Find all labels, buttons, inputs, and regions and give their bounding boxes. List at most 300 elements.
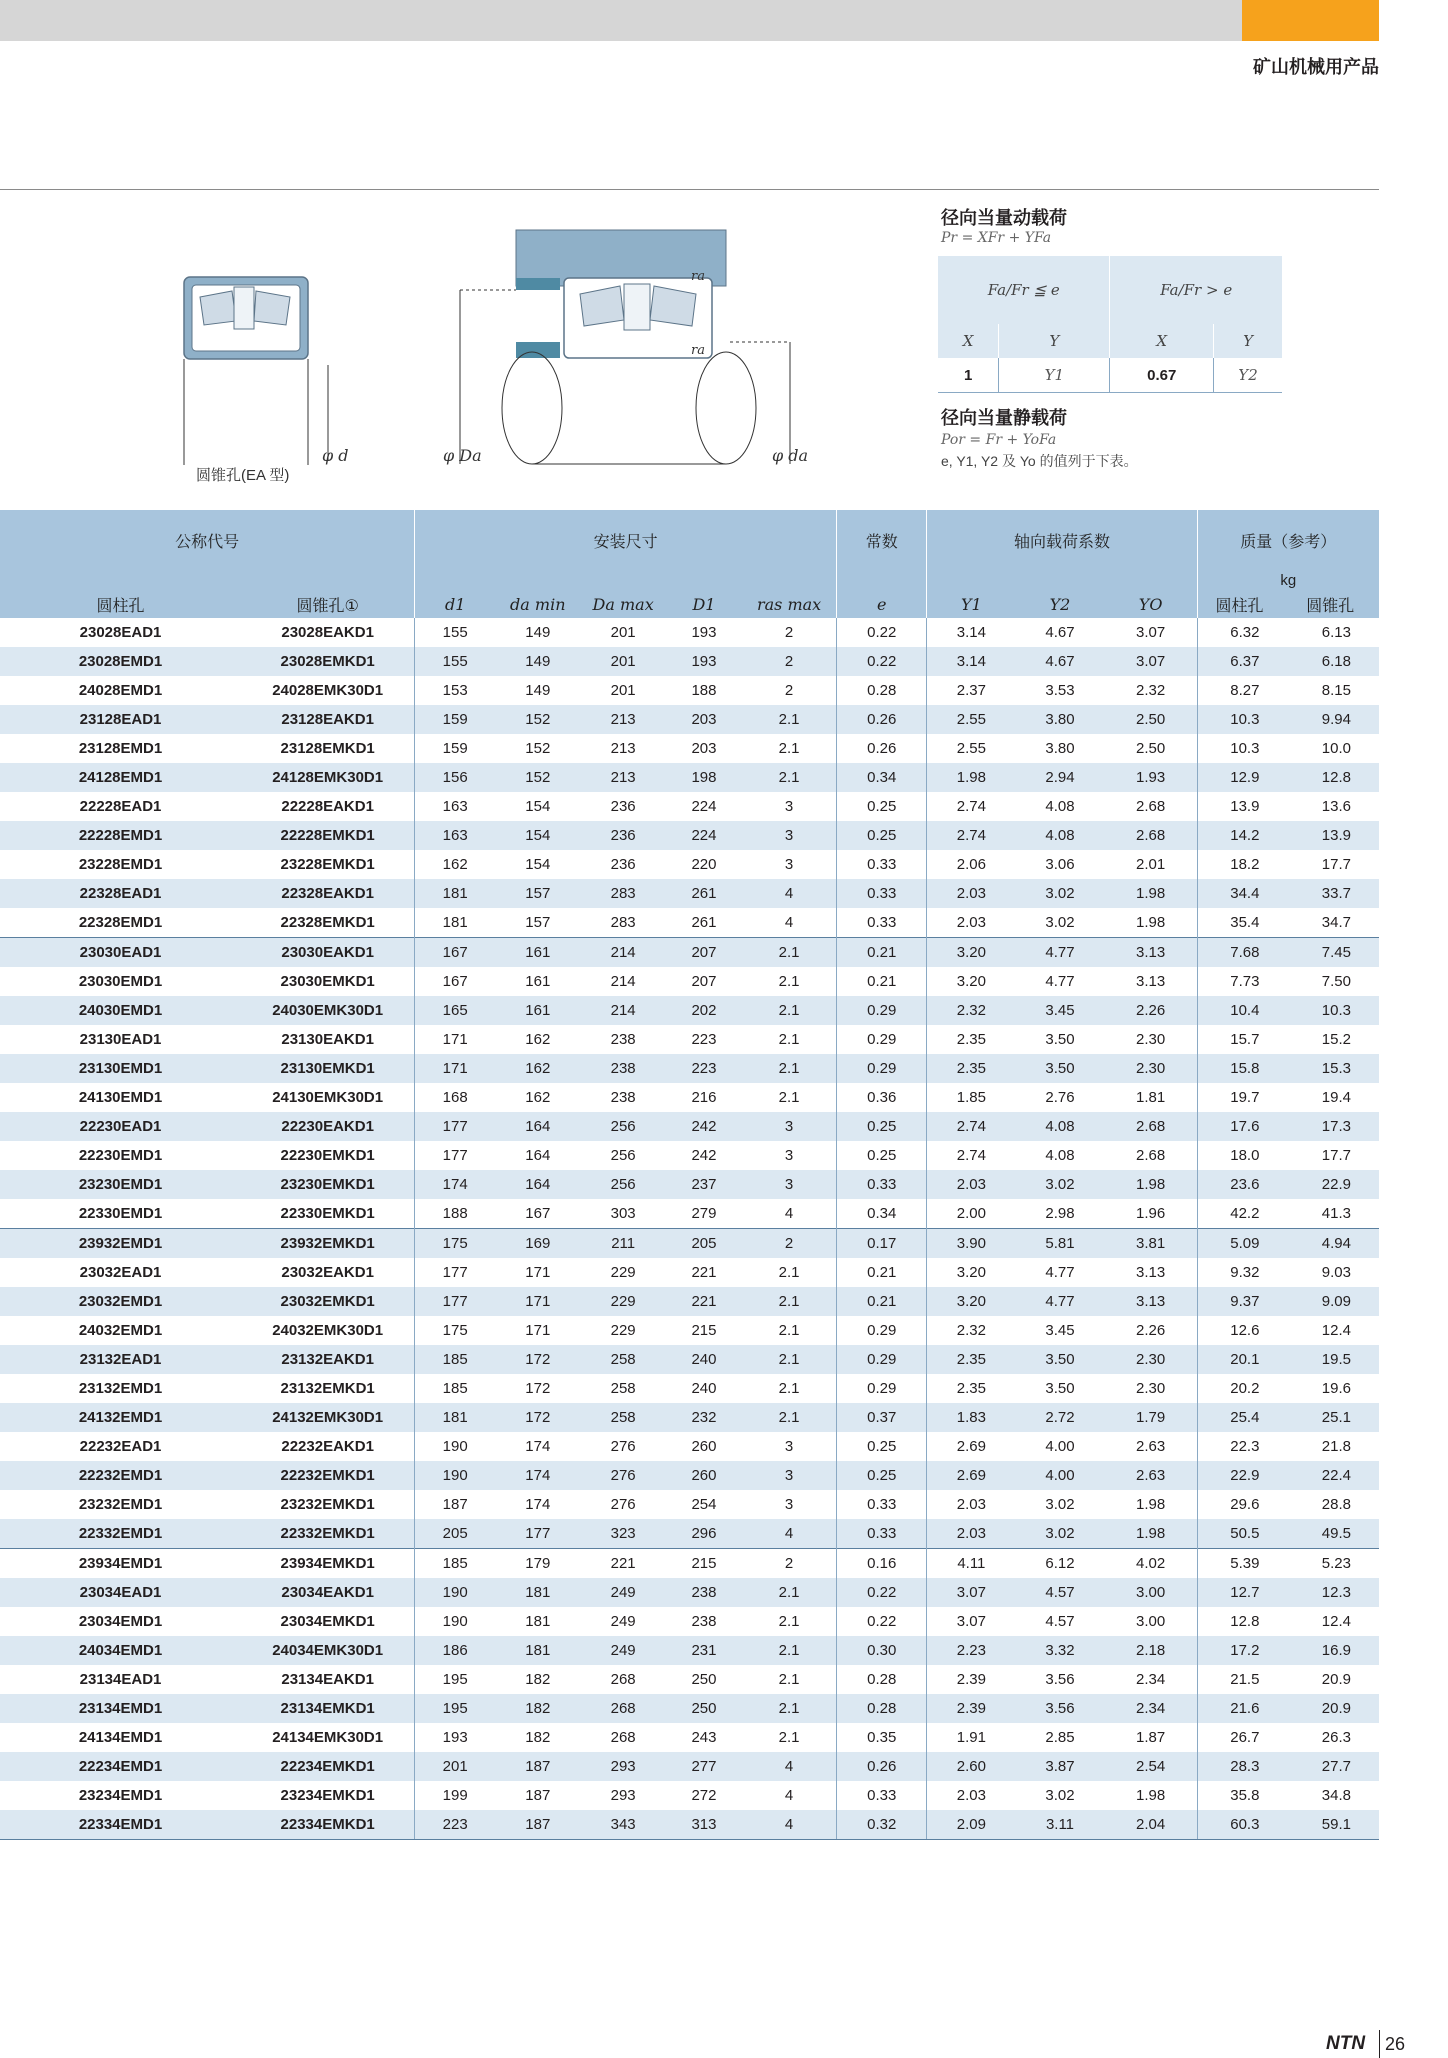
- cell-da-min: 154: [525, 798, 551, 815]
- cell-e: 0.22: [837, 618, 927, 647]
- cell-cyl-code: 22234EMD1: [0, 1752, 241, 1781]
- cell-Da-max: 249: [580, 1636, 665, 1665]
- cell-Y2: 2.85: [1045, 1729, 1075, 1746]
- cell-Yo: 2.26: [1105, 996, 1197, 1025]
- cell-e: 0.25: [837, 1141, 927, 1170]
- cell-Yo: 1.98: [1136, 914, 1166, 931]
- cell-mass-taper: 22.4: [1281, 1461, 1379, 1490]
- table-row: [0, 1083, 1379, 1112]
- cell-ras-max: 3: [784, 1496, 794, 1513]
- cell-d1: 193: [415, 1723, 495, 1752]
- cell-Yo: 2.04: [1105, 1810, 1197, 1840]
- table-row: [0, 1287, 1379, 1316]
- cell-mass-taper: 21.8: [1321, 1438, 1351, 1455]
- cell-Da-max: 343: [580, 1810, 665, 1840]
- cell-Y2: 3.50: [1015, 1054, 1104, 1083]
- table-row: [0, 1694, 1379, 1723]
- cell-D1: 254: [691, 1496, 717, 1513]
- cell-Da-max: 238: [580, 1054, 665, 1083]
- cell-taper-code: 24030EMK30D1: [241, 996, 415, 1025]
- cell-e: 0.29: [837, 1025, 927, 1054]
- cell-cyl-code: 23028EAD1: [79, 624, 162, 641]
- cell-e: 0.29: [837, 1345, 927, 1374]
- cell-da-min: 161: [495, 938, 580, 968]
- static-load-note: e, Y1, Y2 及 Yo 的值列于下表。: [941, 453, 1138, 469]
- factor-value: Y2: [1238, 366, 1258, 384]
- cell-taper-code: 22228EMKD1: [241, 821, 415, 850]
- cell-cyl-code: 22230EAD1: [0, 1112, 241, 1141]
- cell-D1: 224: [691, 798, 717, 815]
- cell-ras-max: 4: [784, 914, 794, 931]
- mounting-figure: [440, 228, 800, 478]
- cell-Da-max: 323: [580, 1519, 665, 1549]
- label-ra-bottom: ra: [691, 343, 705, 358]
- table-row: [0, 1403, 1379, 1432]
- cell-d1: 181: [415, 879, 495, 908]
- cell-D1: 243: [691, 1729, 717, 1746]
- cell-taper-code: 23028EAKD1: [281, 624, 374, 641]
- cell-D1: 279: [691, 1205, 717, 1222]
- cell-Yo: 4.02: [1105, 1549, 1197, 1579]
- cell-cyl-code: 24034EMD1: [0, 1636, 241, 1665]
- cell-Y1: 2.03: [927, 1781, 1015, 1810]
- figure-caption: 圆锥孔(EA 型): [196, 467, 290, 484]
- cell-Y1: 2.74: [927, 1141, 1015, 1170]
- cell-mass-taper: 6.13: [1321, 624, 1351, 641]
- cell-Y2: 3.87: [1015, 1752, 1104, 1781]
- cell-da-min: 171: [525, 1322, 551, 1339]
- cell-mass-taper: 22.9: [1281, 1170, 1379, 1199]
- cell-Yo: 2.01: [1136, 856, 1166, 873]
- cell-D1: 223: [666, 1054, 742, 1083]
- cell-cyl-code: 24032EMD1: [78, 1322, 163, 1339]
- cell-da-min: 162: [525, 1089, 551, 1106]
- cell-Y2: 2.72: [1015, 1403, 1104, 1432]
- cell-d1: 195: [415, 1694, 495, 1723]
- cell-Da-max: 293: [610, 1787, 636, 1804]
- cell-D1: 188: [691, 682, 717, 699]
- cell-Y2: 4.00: [1045, 1438, 1075, 1455]
- cell-Y2: 3.32: [1015, 1636, 1104, 1665]
- cell-mass-taper: 28.8: [1321, 1496, 1351, 1513]
- cell-Y1: 1.83: [927, 1403, 1015, 1432]
- cell-mass-taper: 7.45: [1281, 938, 1379, 968]
- cell-Yo: 3.00: [1105, 1578, 1197, 1607]
- cell-mass-cyl: 5.09: [1197, 1229, 1281, 1259]
- cell-mass-taper: 15.3: [1281, 1054, 1379, 1083]
- table-row: [0, 1578, 1379, 1607]
- cell-taper-code: 22228EAKD1: [281, 798, 374, 815]
- cell-mass-taper: 19.4: [1321, 1089, 1351, 1106]
- cell-Yo: 2.34: [1105, 1694, 1197, 1723]
- cell-da-min: 172: [525, 1380, 551, 1397]
- cell-cyl-code: 22332EMD1: [0, 1519, 241, 1549]
- cell-Da-max: 211: [580, 1229, 665, 1259]
- table-row: [0, 1752, 1379, 1781]
- static-load-title: 径向当量静载荷: [941, 408, 1067, 428]
- cell-D1: 238: [666, 1578, 742, 1607]
- cell-cyl-code: 22328EMD1: [78, 914, 163, 931]
- cell-mass-taper: 34.7: [1321, 914, 1351, 931]
- cell-da-min: 149: [495, 647, 580, 676]
- cell-d1: 177: [415, 1112, 495, 1141]
- cell-da-min: 149: [525, 624, 551, 641]
- cell-D1: 242: [666, 1112, 742, 1141]
- cell-da-min: 154: [495, 821, 580, 850]
- cell-taper-code: 23128EAKD1: [241, 705, 415, 734]
- cell-mass-taper: 9.09: [1281, 1287, 1379, 1316]
- col-header-Y1: Y1: [927, 590, 1015, 618]
- cell-Y1: 1.85: [927, 1083, 1015, 1112]
- cell-D1: 261: [691, 914, 717, 931]
- cell-mass-taper: 7.50: [1321, 973, 1351, 990]
- cell-Y1: 3.20: [927, 1258, 1015, 1287]
- cell-da-min: 157: [525, 914, 551, 931]
- cell-da-min: 174: [525, 1496, 551, 1513]
- cell-d1: 190: [415, 1607, 495, 1636]
- cell-Y1: 3.14: [927, 647, 1015, 676]
- cell-mass-taper: 12.3: [1281, 1578, 1379, 1607]
- cell-Y2: 3.56: [1045, 1671, 1075, 1688]
- cell-mass-taper: 5.23: [1281, 1549, 1379, 1579]
- cell-ras-max: 2: [742, 647, 836, 676]
- cell-Y2: 3.80: [1045, 740, 1075, 757]
- table-row: [0, 1636, 1379, 1665]
- cell-mass-taper: 20.9: [1321, 1671, 1351, 1688]
- cell-Da-max: 256: [580, 1170, 665, 1199]
- cell-Yo: 3.81: [1105, 1229, 1197, 1259]
- cell-mass-cyl: 50.5: [1197, 1519, 1281, 1549]
- cell-cyl-code: 24132EMD1: [0, 1403, 241, 1432]
- table-row: [0, 1490, 1379, 1519]
- cell-D1: 205: [666, 1229, 742, 1259]
- cell-Da-max: 303: [610, 1205, 636, 1222]
- brand-logo: NTN: [1326, 2033, 1366, 2054]
- cell-da-min: 182: [525, 1671, 551, 1688]
- cell-mass-cyl: 7.68: [1197, 938, 1281, 968]
- cell-mass-cyl: 60.3: [1197, 1810, 1281, 1840]
- cell-e: 0.26: [837, 1752, 927, 1781]
- cell-Da-max: 214: [610, 973, 636, 990]
- cell-d1: 162: [415, 850, 495, 879]
- cell-cyl-code: 23128EMD1: [78, 740, 163, 757]
- table-row: [0, 1229, 1379, 1259]
- cell-ras-max: 2: [784, 682, 794, 699]
- cell-mass-taper: 9.94: [1281, 705, 1379, 734]
- top-accent-block: [1242, 0, 1379, 41]
- bearing-figure-ea: [170, 265, 330, 475]
- cell-taper-code: 23134EMKD1: [241, 1694, 415, 1723]
- cell-taper-code: 24032EMK30D1: [272, 1322, 384, 1339]
- cell-taper-code: 23228EMKD1: [280, 856, 375, 873]
- cell-mass-cyl: 9.32: [1197, 1258, 1281, 1287]
- cell-taper-code: 22232EMKD1: [241, 1461, 415, 1490]
- cell-da-min: 181: [525, 1613, 551, 1630]
- cell-cyl-code: 22232EAD1: [79, 1438, 162, 1455]
- cell-mass-cyl: 10.4: [1197, 996, 1281, 1025]
- cell-D1: 221: [666, 1287, 742, 1316]
- cell-D1: 207: [691, 973, 717, 990]
- cell-da-min: 187: [495, 1810, 580, 1840]
- cell-ras-max: 3: [742, 1461, 836, 1490]
- cell-mass-taper: 12.4: [1321, 1322, 1351, 1339]
- cell-taper-code: 24132EMK30D1: [241, 1403, 415, 1432]
- cell-Yo: 1.98: [1136, 1787, 1166, 1804]
- cell-D1: 207: [666, 938, 742, 968]
- cell-cyl-code: 23030EMD1: [78, 973, 163, 990]
- cell-cyl-code: 24134EMD1: [78, 1729, 163, 1746]
- cell-mass-cyl: 29.6: [1197, 1490, 1281, 1519]
- cell-da-min: 181: [495, 1636, 580, 1665]
- cell-Y2: 4.57: [1015, 1578, 1104, 1607]
- cell-e: 0.37: [837, 1403, 927, 1432]
- cell-D1: 260: [666, 1461, 742, 1490]
- cell-ras-max: 2.1: [742, 763, 836, 792]
- cell-taper-code: 24134EMK30D1: [272, 1729, 384, 1746]
- cell-e: 0.26: [837, 734, 927, 763]
- cell-d1: 177: [415, 1258, 495, 1287]
- cell-d1: 177: [415, 1287, 495, 1316]
- cell-mass-cyl: 34.4: [1197, 879, 1281, 908]
- cell-cyl-code: 22228EAD1: [79, 798, 162, 815]
- cell-mass-cyl: 21.5: [1197, 1665, 1281, 1694]
- cell-Da-max: 238: [610, 1031, 636, 1048]
- cell-Yo: 2.63: [1105, 1461, 1197, 1490]
- cell-D1: 242: [691, 1147, 717, 1164]
- cell-D1: 313: [666, 1810, 742, 1840]
- cell-Y1: 2.32: [927, 1316, 1015, 1345]
- cell-d1: 181: [415, 1403, 495, 1432]
- cell-taper-code: 23034EAKD1: [241, 1578, 415, 1607]
- cell-Da-max: 201: [610, 624, 636, 641]
- cell-Y2: 3.56: [1015, 1694, 1104, 1723]
- cell-da-min: 172: [495, 1345, 580, 1374]
- cell-mass-cyl: 7.73: [1197, 967, 1281, 996]
- cell-taper-code: 24034EMK30D1: [241, 1636, 415, 1665]
- cell-da-min: 162: [495, 1054, 580, 1083]
- cell-D1: 224: [666, 821, 742, 850]
- cell-Da-max: 258: [580, 1345, 665, 1374]
- cell-Y2: 3.50: [1045, 1380, 1075, 1397]
- cell-mass-taper: 34.8: [1321, 1787, 1351, 1804]
- cell-Yo: 2.30: [1136, 1031, 1166, 1048]
- cell-Y1: 2.03: [927, 879, 1015, 908]
- cell-Y2: 3.45: [1015, 996, 1104, 1025]
- cell-e: 0.21: [837, 1258, 927, 1287]
- cell-e: 0.28: [837, 676, 927, 705]
- cell-Y2: 3.02: [1015, 879, 1104, 908]
- cell-taper-code: 23034EMKD1: [280, 1613, 375, 1630]
- cell-da-min: 152: [495, 705, 580, 734]
- cell-Y2: 3.45: [1045, 1322, 1075, 1339]
- cell-Y1: 3.07: [927, 1578, 1015, 1607]
- cell-e: 0.29: [837, 996, 927, 1025]
- table-row: [0, 908, 1379, 938]
- cell-mass-cyl: 12.6: [1197, 1316, 1281, 1345]
- cell-taper-code: 24130EMK30D1: [272, 1089, 384, 1106]
- cell-mass-cyl: 19.7: [1197, 1083, 1281, 1112]
- cell-Da-max: 201: [610, 682, 636, 699]
- cell-Yo: 3.13: [1105, 938, 1197, 968]
- cell-Da-max: 268: [580, 1694, 665, 1723]
- cell-e: 0.21: [837, 1287, 927, 1316]
- cell-mass-cyl: 18.2: [1197, 850, 1281, 879]
- cell-taper-code: 23132EMKD1: [280, 1380, 375, 1397]
- cell-ras-max: 2: [784, 624, 794, 641]
- mass-unit: kg: [1197, 570, 1379, 590]
- cell-mass-taper: 10.3: [1281, 996, 1379, 1025]
- cell-da-min: 177: [495, 1519, 580, 1549]
- cell-Y1: 2.55: [927, 734, 1015, 763]
- table-row: [0, 1170, 1379, 1199]
- cell-Y1: 2.37: [927, 676, 1015, 705]
- cell-cyl-code: 23228EMD1: [78, 856, 163, 873]
- cell-Yo: 2.50: [1105, 705, 1197, 734]
- cell-Da-max: 236: [580, 821, 665, 850]
- cell-Y1: 2.74: [927, 1112, 1015, 1141]
- cell-ras-max: 3: [742, 821, 836, 850]
- cell-cyl-code: 23130EMD1: [0, 1054, 241, 1083]
- cell-Y2: 4.77: [1015, 938, 1104, 968]
- cell-d1: 190: [415, 1578, 495, 1607]
- cell-ras-max: 2.1: [778, 1322, 800, 1339]
- cell-da-min: 187: [525, 1787, 551, 1804]
- cell-Y1: 2.09: [927, 1810, 1015, 1840]
- cell-mass-taper: 12.8: [1281, 763, 1379, 792]
- cell-cyl-code: 24028EMD1: [78, 682, 163, 699]
- cell-taper-code: 23130EMKD1: [241, 1054, 415, 1083]
- cell-mass-cyl: 25.4: [1197, 1403, 1281, 1432]
- cell-Da-max: 256: [580, 1112, 665, 1141]
- table-row: [0, 938, 1379, 968]
- cell-Yo: 2.68: [1105, 1112, 1197, 1141]
- cell-d1: 185: [415, 1374, 495, 1403]
- cell-e: 0.29: [837, 1054, 927, 1083]
- cell-Y2: 3.50: [1045, 1031, 1075, 1048]
- cell-e: 0.28: [837, 1694, 927, 1723]
- cell-mass-cyl: 12.7: [1197, 1578, 1281, 1607]
- col-header-Da: Da max: [580, 590, 665, 618]
- cell-ras-max: 4: [742, 1810, 836, 1840]
- cell-taper-code: 22332EMKD1: [241, 1519, 415, 1549]
- cell-mass-cyl: 10.3: [1197, 705, 1281, 734]
- cell-mass-taper: 15.2: [1321, 1031, 1351, 1048]
- cell-Y2: 3.02: [1045, 914, 1075, 931]
- cell-ras-max: 4: [784, 1205, 794, 1222]
- cell-Y1: 2.39: [927, 1694, 1015, 1723]
- cell-d1: 201: [415, 1752, 495, 1781]
- col-header-mass-cyl: 圆柱孔: [1197, 590, 1281, 618]
- cell-cyl-code: 23132EAD1: [0, 1345, 241, 1374]
- cell-ras-max: 2.1: [742, 996, 836, 1025]
- cell-Y1: 2.35: [927, 1374, 1015, 1403]
- cell-Y2: 4.08: [1015, 821, 1104, 850]
- cell-mass-cyl: 35.8: [1197, 1781, 1281, 1810]
- bearing-dimensions-table: [0, 510, 1379, 1840]
- cell-mass-taper: 17.7: [1321, 1147, 1351, 1164]
- cell-Da-max: 249: [610, 1613, 636, 1630]
- cell-taper-code: 23030EAKD1: [241, 938, 415, 968]
- cell-ras-max: 4: [742, 879, 836, 908]
- cell-da-min: 164: [495, 1170, 580, 1199]
- cell-D1: 250: [666, 1694, 742, 1723]
- col-header-Y2: Y2: [1015, 590, 1104, 618]
- cell-da-min: 182: [525, 1729, 551, 1746]
- cell-da-min: 169: [495, 1229, 580, 1259]
- cell-D1: 272: [691, 1787, 717, 1804]
- cell-ras-max: 3: [742, 1170, 836, 1199]
- factor-header: Y: [1214, 324, 1282, 358]
- cell-Y1: 2.60: [927, 1752, 1015, 1781]
- cell-da-min: 182: [495, 1694, 580, 1723]
- cell-D1: 261: [666, 879, 742, 908]
- cell-d1: 167: [415, 938, 495, 968]
- cell-Da-max: 258: [610, 1380, 636, 1397]
- cell-Da-max: 276: [610, 1438, 636, 1455]
- cell-Yo: 3.00: [1136, 1613, 1166, 1630]
- cell-Da-max: 214: [580, 996, 665, 1025]
- cell-taper-code: 23234EMKD1: [280, 1787, 375, 1804]
- cell-ras-max: 4: [784, 1787, 794, 1804]
- cell-e: 0.22: [837, 1607, 927, 1636]
- category-title: 矿山机械用产品: [1253, 57, 1379, 77]
- cell-Da-max: 249: [580, 1578, 665, 1607]
- cell-Y2: 4.77: [1015, 1287, 1104, 1316]
- cell-da-min: 174: [495, 1461, 580, 1490]
- cell-taper-code: 24128EMK30D1: [241, 763, 415, 792]
- table-row: [0, 1345, 1379, 1374]
- label-Da: φ Da: [443, 446, 482, 465]
- table-row: [0, 1054, 1379, 1083]
- cell-taper-code: 22334EMKD1: [241, 1810, 415, 1840]
- cell-mass-taper: 49.5: [1281, 1519, 1379, 1549]
- cell-mass-cyl: 20.1: [1197, 1345, 1281, 1374]
- col-header-Yo: YO: [1105, 590, 1197, 618]
- cell-d1: 159: [415, 705, 495, 734]
- group-header-mount: 安装尺寸: [415, 510, 837, 570]
- cell-taper-code: 22330EMKD1: [280, 1205, 375, 1222]
- cell-mass-taper: 27.7: [1281, 1752, 1379, 1781]
- cell-D1: 216: [691, 1089, 717, 1106]
- footer-divider: [1379, 2030, 1380, 2058]
- table-row: [0, 879, 1379, 908]
- col-header-mass-taper: 圆锥孔: [1281, 590, 1379, 618]
- dynamic-load-equation: Pr = XFr + YFa: [941, 230, 1052, 246]
- cell-Da-max: 236: [610, 856, 636, 873]
- cell-d1: 159: [415, 734, 495, 763]
- cell-d1: 188: [415, 1199, 495, 1229]
- cell-ras-max: 2.1: [742, 938, 836, 968]
- cell-Yo: 2.26: [1136, 1322, 1166, 1339]
- cell-Da-max: 256: [610, 1147, 636, 1164]
- cell-d1: 190: [415, 1461, 495, 1490]
- cell-Da-max: 201: [580, 647, 665, 676]
- cell-e: 0.36: [837, 1083, 927, 1112]
- cell-Y1: 2.03: [927, 1490, 1015, 1519]
- cell-ras-max: 2.1: [742, 1287, 836, 1316]
- cell-Yo: 1.81: [1136, 1089, 1166, 1106]
- cell-mass-cyl: 42.2: [1197, 1199, 1281, 1229]
- cell-da-min: 171: [495, 1287, 580, 1316]
- cell-mass-taper: 19.5: [1281, 1345, 1379, 1374]
- table-row: [0, 1665, 1379, 1694]
- table-row: [0, 1723, 1379, 1752]
- table-row: [0, 1607, 1379, 1636]
- cell-taper-code: 23028EMKD1: [241, 647, 415, 676]
- cell-e: 0.25: [837, 821, 927, 850]
- cell-mass-taper: 13.9: [1281, 821, 1379, 850]
- cell-d1: 199: [415, 1781, 495, 1810]
